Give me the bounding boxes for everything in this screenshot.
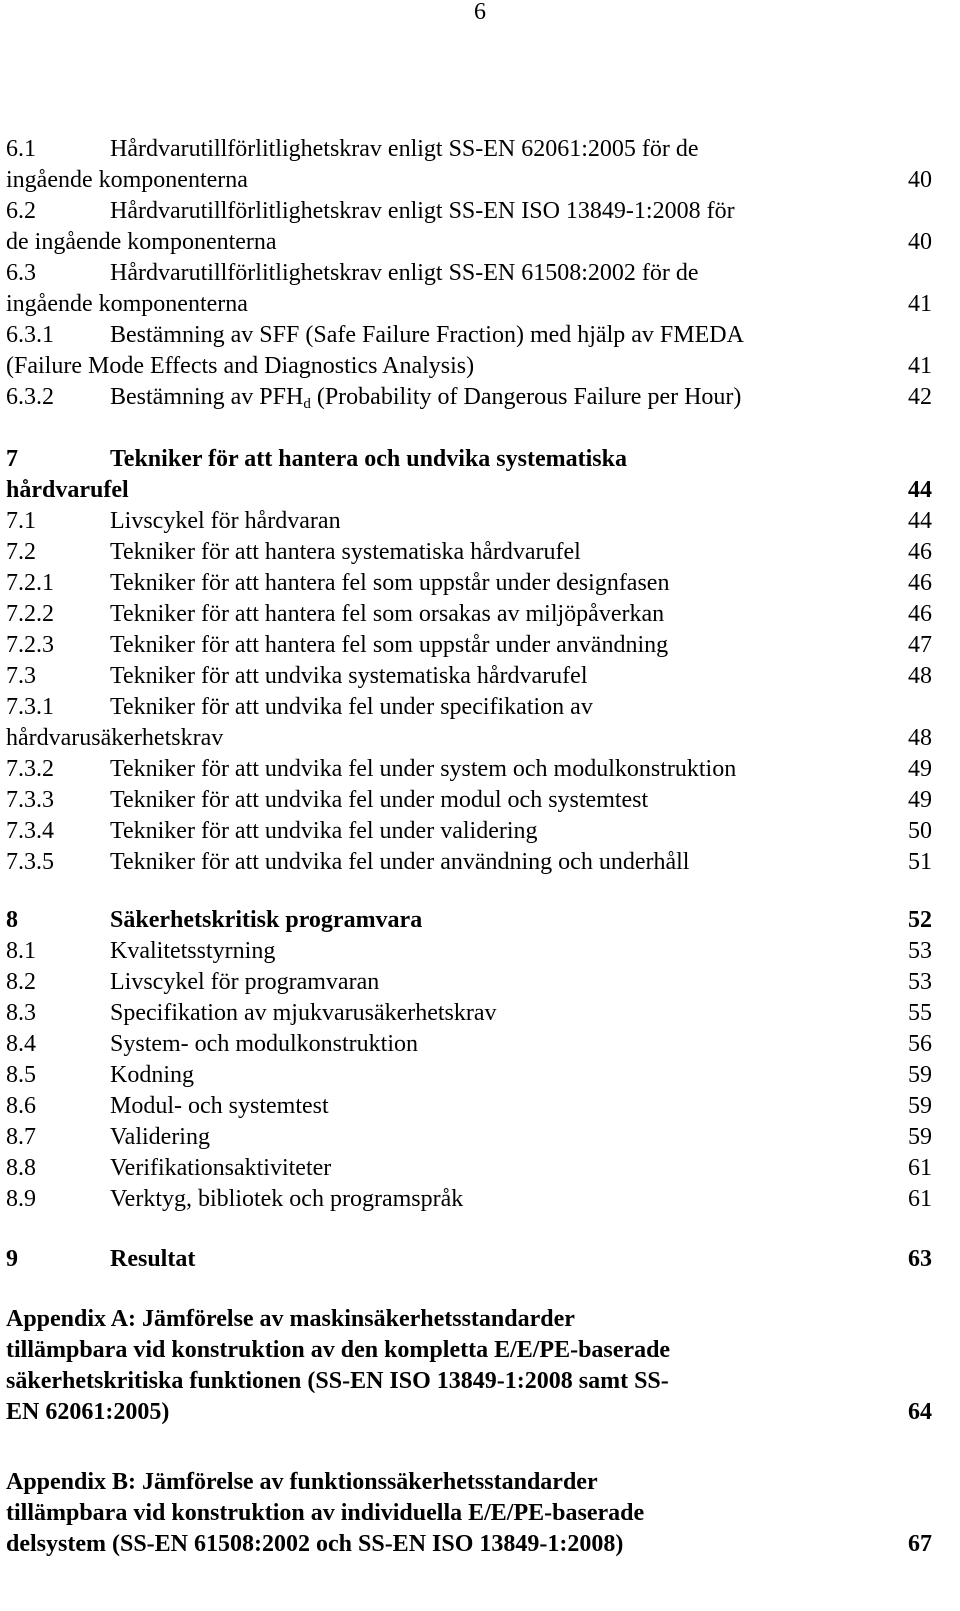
toc-entry-number: 7.3.2: [6, 756, 54, 782]
toc-entry-number: 8.4: [6, 1031, 36, 1057]
toc-entry: [0, 505, 960, 537]
toc-entry-number: 8.9: [6, 1186, 36, 1212]
toc-entry-title-cont: hårdvarufel: [6, 477, 129, 503]
toc-entry-page: 48: [908, 663, 932, 689]
toc-entry: [0, 1090, 960, 1122]
toc-appendix-a-line: [0, 1303, 960, 1335]
toc-entry: [0, 753, 960, 785]
toc-entry: [0, 257, 960, 289]
toc-entry: [0, 319, 960, 351]
toc-entry-title: Tekniker för att hantera fel som orsakas av miljöpåverkan: [110, 601, 665, 627]
toc-entry: [0, 1059, 960, 1091]
toc-entry-page: 64: [908, 1399, 932, 1425]
toc-entry-number: 7.2.3: [6, 632, 54, 658]
title-text: Bestämning av PFH: [110, 384, 304, 410]
toc-entry-page: 46: [908, 570, 932, 596]
toc-entry-title: Hårdvarutillförlitlighetskrav enligt SS-EN 61508:2002 för de: [110, 260, 699, 286]
title-subscript: d: [303, 396, 311, 412]
toc-entry-title: Tekniker för att undvika systematiska hårdvarufel: [110, 663, 588, 689]
toc-entry-number: 8.5: [6, 1062, 36, 1088]
toc-entry-number: 7: [6, 446, 18, 472]
toc-entry-number: 7.3.1: [6, 694, 54, 720]
toc-entry: [0, 536, 960, 568]
toc-entry-number: 9: [6, 1246, 18, 1272]
toc-entry-page: 59: [908, 1093, 932, 1119]
toc-entry: [0, 1121, 960, 1153]
toc-entry: [0, 381, 960, 413]
toc-entry: [0, 567, 960, 599]
toc-entry-title-cont: de ingående komponenterna: [6, 229, 277, 255]
toc-entry-page: 56: [908, 1031, 932, 1057]
toc-entry-number: 7.2.1: [6, 570, 54, 596]
toc-entry: [0, 691, 960, 723]
toc-appendix-a-line: [0, 1365, 960, 1397]
toc-entry-title: Appendix A: Jämförelse av maskinsäkerhetsstandarder: [6, 1306, 575, 1332]
toc-appendix-b-line: [0, 1528, 960, 1560]
toc-entry-title: [110, 381, 741, 413]
toc-entry-number: 7.3.5: [6, 849, 54, 875]
toc-entry-number: 6.3: [6, 260, 36, 286]
toc-entry: [0, 997, 960, 1029]
toc-entry-title: tillämpbara vid konstruktion av individuella E/E/PE-baserade: [6, 1500, 645, 1526]
toc-entry-number: 7.3.3: [6, 787, 54, 813]
toc-entry-title-cont: ingående komponenterna: [6, 167, 248, 193]
toc-entry-page: 67: [908, 1531, 932, 1557]
toc-entry-title: Verifikationsaktiviteter: [110, 1155, 332, 1181]
toc-entry: [0, 660, 960, 692]
toc-entry-title: Tekniker för att undvika fel under validering: [110, 818, 538, 844]
toc-entry: [0, 443, 960, 475]
toc-entry-page: 40: [908, 229, 932, 255]
toc-entry-page: 53: [908, 969, 932, 995]
toc-entry-page: 53: [908, 938, 932, 964]
toc-entry-title: delsystem (SS-EN 61508:2002 och SS-EN ISO 13849-1:2008): [6, 1531, 624, 1557]
toc-entry-title: Validering: [110, 1124, 210, 1150]
toc-entry-page: 44: [908, 477, 932, 503]
toc-entry-title: System- och modulkonstruktion: [110, 1031, 418, 1057]
toc-entry-page: 48: [908, 725, 932, 751]
page-number: 6: [474, 0, 486, 25]
toc-entry-page: 47: [908, 632, 932, 658]
toc-entry-number: 8.2: [6, 969, 36, 995]
toc-entry: [0, 1028, 960, 1060]
toc-entry-page: 50: [908, 818, 932, 844]
toc-entry-page: 51: [908, 849, 932, 875]
toc-entry-page: 52: [908, 907, 932, 933]
toc-entry-continuation: [0, 350, 960, 382]
toc-entry-number: 6.1: [6, 136, 36, 162]
toc-appendix-b-line: [0, 1497, 960, 1529]
toc-entry-title: Tekniker för att undvika fel under system och modulkonstruktion: [110, 756, 737, 782]
toc-entry-continuation: [0, 474, 960, 506]
toc-entry: [0, 1152, 960, 1184]
toc-entry-title: Kodning: [110, 1062, 194, 1088]
toc-entry-title: Tekniker för att undvika fel under specifikation av: [110, 694, 593, 720]
toc-entry-title: säkerhetskritiska funktionen (SS-EN ISO 13849-1:2008 samt SS-: [6, 1368, 669, 1394]
toc-entry-number: 6.3.1: [6, 322, 54, 348]
toc-entry-title: tillämpbara vid konstruktion av den kompletta E/E/PE-baserade: [6, 1337, 671, 1363]
toc-entry-number: 7.2: [6, 539, 36, 565]
toc-entry-title: EN 62061:2005): [6, 1399, 170, 1425]
toc-entry-title: Bestämning av SFF (Safe Failure Fraction) med hjälp av FMEDA: [110, 322, 744, 348]
title-text: (Probability of Dangerous Failure per Hour): [310, 384, 742, 410]
toc-entry-title: Säkerhetskritisk programvara: [110, 907, 423, 933]
toc-entry-number: 8.6: [6, 1093, 36, 1119]
toc-entry-title: Tekniker för att hantera systematiska hårdvarufel: [110, 539, 581, 565]
toc-entry-title: Kvalitetsstyrning: [110, 938, 276, 964]
toc-entry-title: Tekniker för att hantera och undvika systematiska: [110, 446, 627, 472]
toc-entry-page: 42: [908, 384, 932, 410]
toc-entry-number: 8.8: [6, 1155, 36, 1181]
toc-entry: [0, 846, 960, 878]
toc-appendix-b-line: [0, 1466, 960, 1498]
toc-entry-page: 61: [908, 1186, 932, 1212]
toc-entry-title: Hårdvarutillförlitlighetskrav enligt SS-EN 62061:2005 för de: [110, 136, 699, 162]
toc-entry-page: 63: [908, 1246, 932, 1272]
toc-entry-title: Tekniker för att undvika fel under användning och underhåll: [110, 849, 690, 875]
toc-entry: [0, 966, 960, 998]
toc-entry-page: 61: [908, 1155, 932, 1181]
toc-entry-title: Appendix B: Jämförelse av funktionssäkerhetsstandarder: [6, 1469, 598, 1495]
toc-entry-page: 41: [908, 291, 932, 317]
toc-entry-number: 6.3.2: [6, 384, 54, 410]
toc-entry-title: Hårdvarutillförlitlighetskrav enligt SS-EN ISO 13849-1:2008 för: [110, 198, 735, 224]
toc-entry: [0, 598, 960, 630]
toc-entry-title: Tekniker för att hantera fel som uppstår under designfasen: [110, 570, 670, 596]
toc-entry-title: Livscykel för hårdvaran: [110, 508, 341, 534]
toc-entry-title: Modul- och systemtest: [110, 1093, 329, 1119]
toc-entry-title-cont: (Failure Mode Effects and Diagnostics Analysis): [6, 353, 475, 379]
toc-entry-page: 44: [908, 508, 932, 534]
toc-entry-title-cont: hårdvarusäkerhetskrav: [6, 725, 224, 751]
toc-entry-continuation: [0, 288, 960, 320]
toc-entry-continuation: [0, 164, 960, 196]
toc-entry-title: Specifikation av mjukvarusäkerhetskrav: [110, 1000, 497, 1026]
toc-entry-page: 46: [908, 539, 932, 565]
toc-entry-page: 55: [908, 1000, 932, 1026]
toc-entry-number: 7.3: [6, 663, 36, 689]
toc-entry-page: 59: [908, 1062, 932, 1088]
toc-entry: [0, 1183, 960, 1215]
toc-entry-title: Livscykel för programvaran: [110, 969, 380, 995]
toc-entry-number: 7.1: [6, 508, 36, 534]
toc-entry-continuation: [0, 226, 960, 258]
toc-appendix-a-line: [0, 1334, 960, 1366]
toc-entry-number: 8.3: [6, 1000, 36, 1026]
toc-entry-number: 6.2: [6, 198, 36, 224]
toc-entry-number: 7.3.4: [6, 818, 54, 844]
toc-entry-number: 7.2.2: [6, 601, 54, 627]
toc-entry-page: 40: [908, 167, 932, 193]
toc-entry: [0, 815, 960, 847]
toc-entry-number: 8.1: [6, 938, 36, 964]
toc-entry-page: 49: [908, 756, 932, 782]
toc-entry: [0, 784, 960, 816]
toc-entry: [0, 195, 960, 227]
toc-entry-title-cont: ingående komponenterna: [6, 291, 248, 317]
toc-entry-number: 8.7: [6, 1124, 36, 1150]
toc-entry: [0, 904, 960, 936]
toc-entry-page: 41: [908, 353, 932, 379]
toc-entry-title: Tekniker för att undvika fel under modul och systemtest: [110, 787, 649, 813]
toc-entry: [0, 133, 960, 165]
toc-entry-page: 59: [908, 1124, 932, 1150]
toc-entry-page: 49: [908, 787, 932, 813]
toc-entry: [0, 935, 960, 967]
toc-entry-continuation: [0, 722, 960, 754]
toc-entry-title: Tekniker för att hantera fel som uppstår under användning: [110, 632, 669, 658]
toc-entry-number: 8: [6, 907, 18, 933]
toc-appendix-a-line: [0, 1396, 960, 1428]
toc-entry-title: Resultat: [110, 1246, 196, 1272]
toc-entry-page: 46: [908, 601, 932, 627]
toc-entry: [0, 629, 960, 661]
toc-entry-title: Verktyg, bibliotek och programspråk: [110, 1186, 464, 1212]
toc-entry: [0, 1243, 960, 1275]
